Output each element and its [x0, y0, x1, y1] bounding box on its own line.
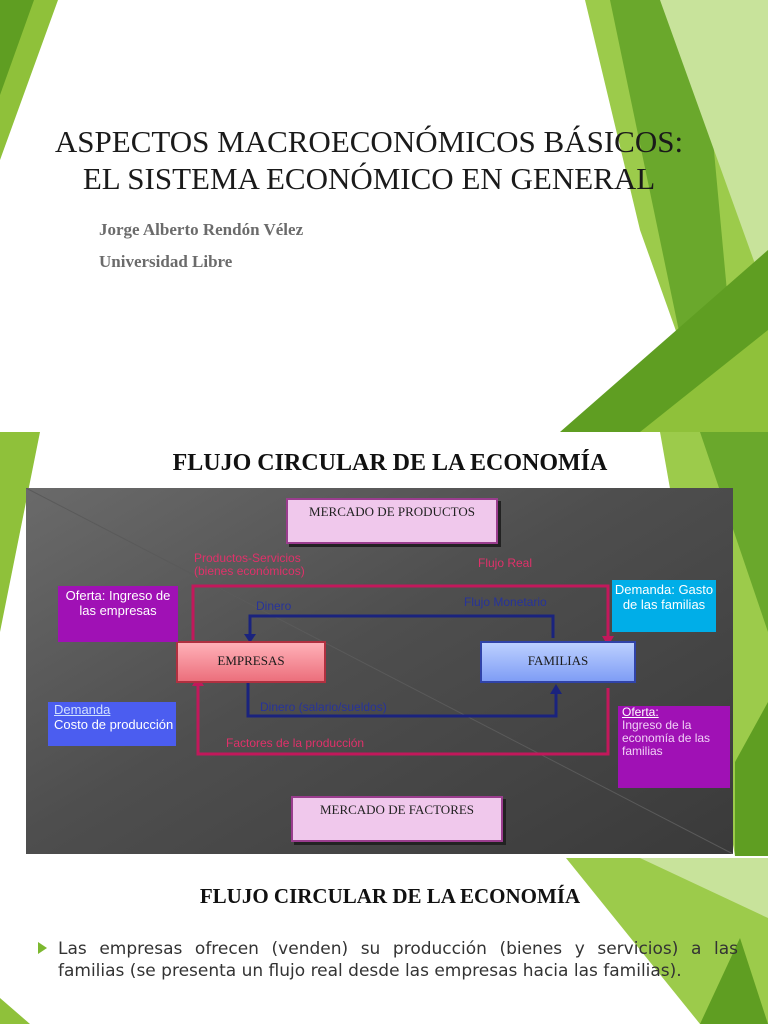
bullet-text: Las empresas ofrecen (venden) su producción (bienes y servicios) a las familias (se presenta un flujo real desde las empresas hacia las familias).: [58, 939, 738, 981]
demand-households-note: Demanda: Gasto de las familias: [612, 580, 716, 632]
label-products-services-line1: Productos-Servicios: [194, 551, 301, 565]
presentation-title: [0, 123, 738, 197]
slide-title-text: FLUJO CIRCULAR DE LA ECONOMÍA: [172, 450, 608, 476]
institution-name: Universidad Libre: [99, 252, 233, 271]
label-products-services-line2: (bienes económicos): [194, 564, 305, 578]
label-money: Dinero: [256, 599, 292, 613]
label-monetary-flow: Flujo Monetario: [464, 595, 547, 609]
label-factors: Factores de la producción: [226, 736, 365, 750]
circular-flow-diagram: [26, 488, 733, 854]
households-box: FAMILIAS: [480, 641, 636, 683]
slide-title: [0, 0, 768, 432]
title-line-1: ASPECTOS MACROECONÓMICOS BÁSICOS:: [54, 124, 684, 159]
bullet-arrow-icon: [38, 942, 47, 954]
label-real-flow: Flujo Real: [478, 556, 533, 570]
title-line-2: EL SISTEMA ECONÓMICO EN GENERAL: [82, 161, 656, 196]
demand-cost-title: Demanda: [54, 702, 111, 717]
slide-title-text: FLUJO CIRCULAR DE LA ECONOMÍA: [199, 884, 581, 908]
offer-income-text: Ingreso de la economía de las familias: [622, 718, 711, 758]
bullet-item: [38, 938, 738, 982]
green-decoration: [0, 0, 768, 432]
label-products-services: [194, 552, 305, 578]
market-products-box: MERCADO DE PRODUCTOS: [286, 498, 498, 544]
label-money-wages: Dinero (salario/sueldos): [260, 700, 387, 714]
offer-firms-note: Oferta: Ingreso de las empresas: [58, 586, 178, 642]
slide-text: [0, 858, 768, 1024]
slide-diagram: [0, 432, 768, 856]
demand-cost-note: [48, 702, 176, 746]
offer-income-note: [618, 706, 730, 788]
demand-cost-text: Costo de producción: [54, 717, 174, 732]
firms-box: EMPRESAS: [176, 641, 326, 683]
offer-income-title: Oferta:: [622, 705, 659, 719]
author-name: Jorge Alberto Rendón Vélez: [99, 220, 304, 239]
market-factors-box: MERCADO DE FACTORES: [291, 796, 503, 842]
